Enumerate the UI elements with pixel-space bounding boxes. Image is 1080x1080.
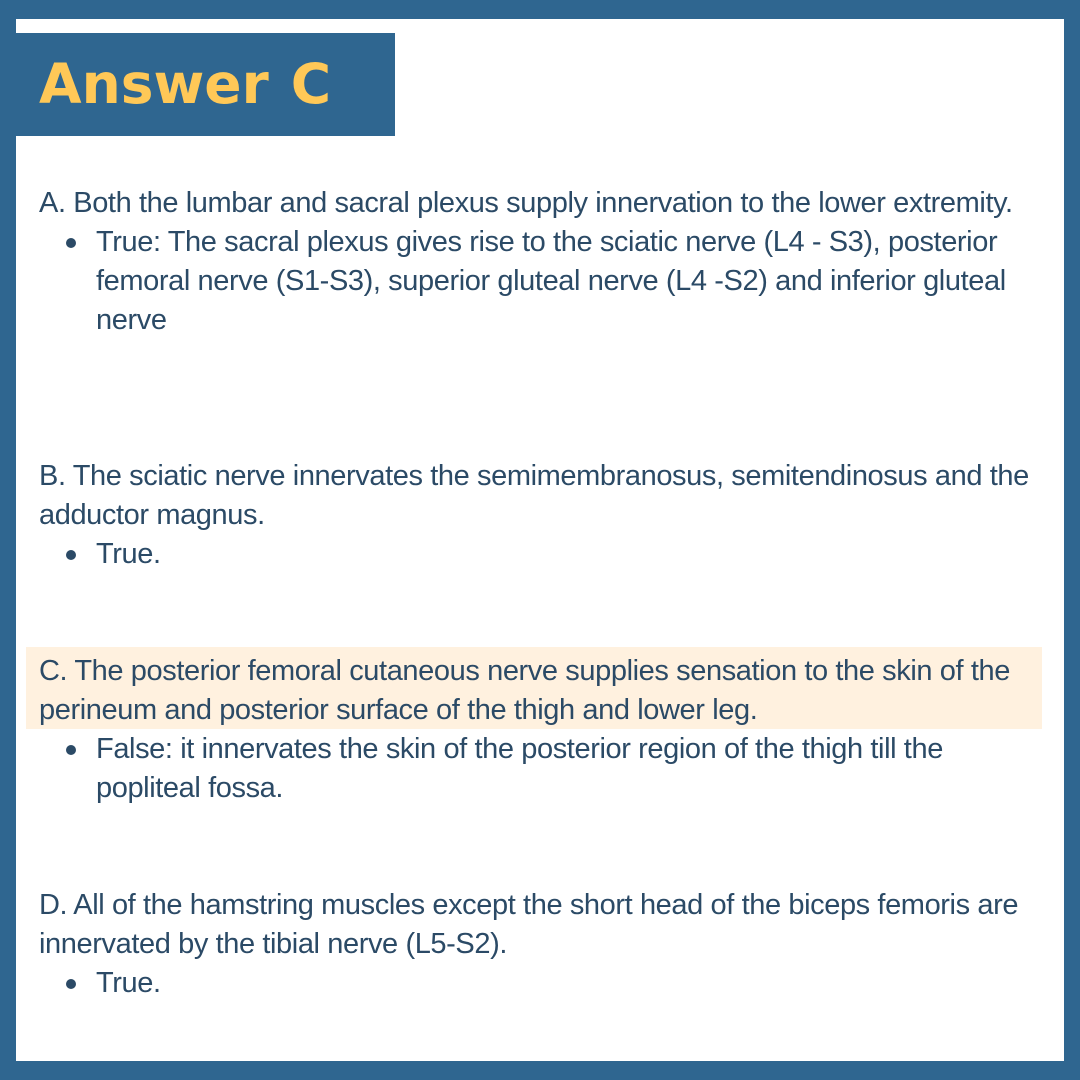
option-c-explanation <box>96 730 1049 808</box>
option-a-explanation <box>96 223 1049 340</box>
answer-letter: C <box>290 52 332 116</box>
bullet-icon <box>66 238 76 248</box>
bullet-icon <box>66 745 76 755</box>
option-c <box>39 652 1049 808</box>
option-b-explanation <box>96 535 1049 574</box>
option-c-explanation-text: False: it innervates the skin of the posterior region of the thigh till the popliteal fossa. <box>96 733 943 804</box>
option-c-explanation-list <box>39 730 1049 808</box>
option-a-explanation-list <box>39 223 1049 340</box>
option-a-statement: A. Both the lumbar and sacral plexus supply innervation to the lower extremity. <box>39 187 1013 219</box>
option-b-explanation-text: True. <box>96 538 161 570</box>
option-a <box>39 184 1049 340</box>
option-c-statement: C. The posterior femoral cutaneous nerve supplies sensation to the skin of the perineum and posterior surface of the thigh and lower leg. <box>39 652 1049 730</box>
option-d-explanation <box>96 964 1049 1003</box>
option-b <box>39 457 1049 574</box>
option-d-explanation-text: True. <box>96 967 161 999</box>
option-a-explanation-text: True: The sacral plexus gives rise to the sciatic nerve (L4 - S3), posterior femoral nerve (S1-S3), superior gluteal nerve (L4 -S2) and inferior gluteal nerve <box>96 226 1006 336</box>
answer-title <box>39 50 331 118</box>
option-d-explanation-list <box>39 964 1049 1003</box>
bullet-icon <box>66 550 76 560</box>
option-d <box>39 886 1049 1003</box>
option-d-statement: D. All of the hamstring muscles except the short head of the biceps femoris are innervated by the tibial nerve (L5-S2). <box>39 889 1019 960</box>
bullet-icon <box>66 979 76 989</box>
answer-word: Answer <box>39 52 269 116</box>
option-b-explanation-list <box>39 535 1049 574</box>
option-b-statement: B. The sciatic nerve innervates the semimembranosus, semitendinosus and the adductor magnus. <box>39 460 1029 531</box>
